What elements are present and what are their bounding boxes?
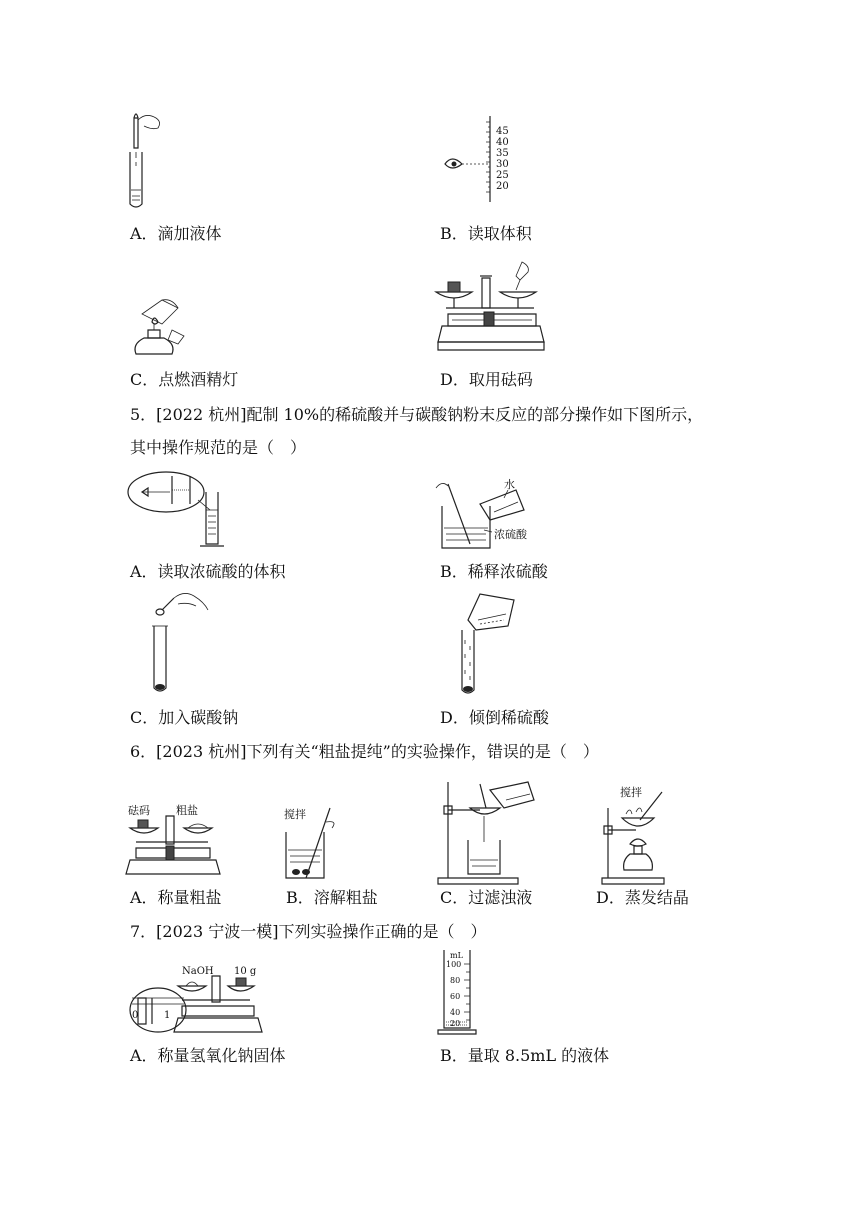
q4-option-b: B．读取体积 — [440, 224, 532, 243]
cylinder-tick-60: 60 — [450, 992, 461, 1001]
label-naoh: NaOH — [182, 966, 214, 977]
cylinder-tick-40: 40 — [450, 1008, 461, 1017]
q4-option-c: C．点燃酒精灯 — [130, 370, 239, 389]
scale-tick-40: 40 — [496, 137, 509, 148]
cylinder-tick-80: 80 — [450, 976, 461, 985]
q7-option-b: B．量取 8.5mL 的液体 — [440, 1046, 610, 1065]
figure-dissolving-crude-salt — [282, 806, 342, 882]
label-crude-salt: 粗盐 — [176, 804, 198, 817]
q4-option-a: A．滴加液体 — [130, 224, 222, 243]
label-stir-evaporate: 搅拌 — [620, 786, 642, 799]
q6-option-d: D．蒸发结晶 — [596, 888, 689, 907]
label-water: 水 — [504, 478, 515, 491]
figure-adding-sodium-carbonate — [148, 590, 212, 694]
q5-option-b: B．稀释浓硫酸 — [440, 562, 548, 581]
scale-tick-25: 25 — [496, 170, 509, 181]
figure-evaporating — [592, 784, 676, 884]
figure-diluting-acid — [434, 476, 544, 552]
cylinder-tick-20: 20 — [450, 1019, 461, 1028]
scale-tick-45: 45 — [496, 126, 509, 137]
q6-stem: 6．[2023 杭州]下列有关“粗盐提纯”的实验操作，错误的是（ ） — [130, 742, 599, 761]
cylinder-unit: mL — [450, 951, 463, 960]
figure-taking-weights — [436, 262, 548, 358]
scale-tick-30: 30 — [496, 159, 509, 170]
q5-stem-line1: 5．[2022 杭州]配制 10%的稀硫酸并与碳酸钠粉末反应的部分操作如下图所示， — [130, 405, 704, 424]
q4-option-d: D．取用砝码 — [440, 370, 533, 389]
figure-dropping-liquid — [122, 112, 166, 208]
q5-stem-line2: 其中操作规范的是（ ） — [130, 438, 307, 457]
label-10g: 10 g — [234, 966, 257, 977]
figure-filtering — [434, 780, 538, 884]
q5-option-c: C．加入碳酸钠 — [130, 708, 239, 727]
label-concentrated-acid: 浓硫酸 — [494, 528, 527, 541]
q6-option-c: C．过滤浊液 — [440, 888, 533, 907]
label-weights: 砝码 — [128, 804, 150, 817]
q5-option-d: D．倾倒稀硫酸 — [440, 708, 549, 727]
q7-option-a: A．称量氢氧化钠固体 — [130, 1046, 286, 1065]
rider-scale-0: 0 — [132, 1010, 139, 1021]
q5-option-a: A．读取浓硫酸的体积 — [130, 562, 286, 581]
figure-reading-volume — [440, 116, 520, 202]
rider-scale-1: 1 — [164, 1010, 171, 1021]
figure-lighting-alcohol-lamp — [128, 296, 188, 358]
cylinder-tick-100: 100 — [446, 960, 462, 969]
figure-weighing-naoh — [128, 964, 268, 1036]
figure-weighing-crude-salt — [126, 802, 222, 884]
label-stir-dissolve: 搅拌 — [284, 808, 306, 821]
q7-stem: 7．[2023 宁波一模]下列实验操作正确的是（ ） — [130, 922, 487, 941]
q6-option-b: B．溶解粗盐 — [286, 888, 378, 907]
scale-tick-20: 20 — [496, 181, 509, 192]
figure-reading-acid-volume — [128, 470, 232, 550]
figure-pouring-dilute-acid — [450, 590, 520, 696]
q6-option-a: A．称量粗盐 — [130, 888, 222, 907]
figure-measuring-cylinder — [438, 948, 478, 1036]
scale-tick-35: 35 — [496, 148, 509, 159]
